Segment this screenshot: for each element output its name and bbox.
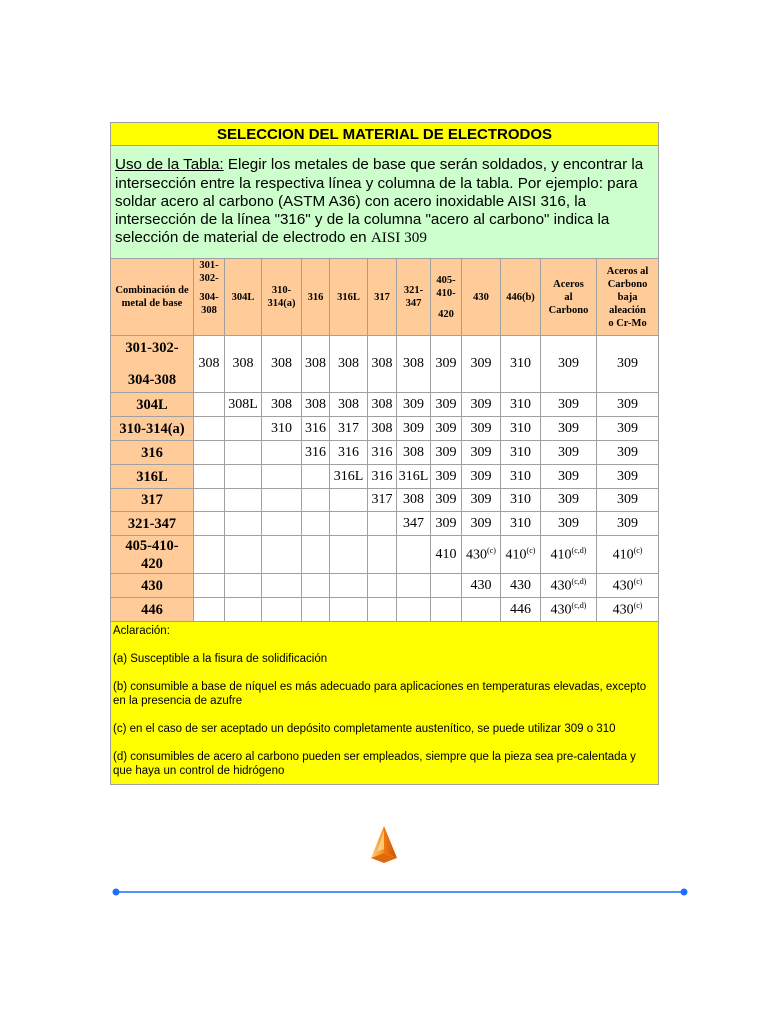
table-cell <box>541 574 597 598</box>
column-header-line: aleación <box>609 304 646 316</box>
column-header-line: 301- <box>199 260 219 271</box>
column-header-line: 317 <box>374 291 390 303</box>
table-cell <box>225 417 262 441</box>
table-cell: 317 <box>368 489 397 512</box>
cell-value: 410 <box>505 547 527 563</box>
table-cell <box>194 574 225 598</box>
table-cell: 309 <box>397 417 431 441</box>
cell-footnote-ref: (c,d) <box>571 545 587 555</box>
table-cell: 308 <box>368 417 397 441</box>
table-cell: 316 <box>302 441 330 465</box>
row-header <box>111 536 194 574</box>
cell-value: 430 <box>612 578 634 594</box>
cell-footnote-ref: (c) <box>633 545 643 555</box>
table-cell: 309 <box>431 512 462 536</box>
table-cell: 308 <box>368 336 397 393</box>
row-header-line: 321-347 <box>127 515 177 532</box>
column-header-line: 410- <box>436 287 456 299</box>
cone-up-icon[interactable] <box>368 824 400 864</box>
table-cell: 308 <box>330 336 368 393</box>
table-cell: 308 <box>225 336 262 393</box>
table-cell <box>225 574 262 598</box>
table-cell: 309 <box>597 465 659 489</box>
table-cell: 309 <box>541 336 597 393</box>
table-cell: 309 <box>597 489 659 512</box>
table-cell <box>262 536 302 574</box>
table-cell: 316 <box>368 465 397 489</box>
table-cell <box>597 536 659 574</box>
table-cell <box>194 417 225 441</box>
table-cell <box>330 489 368 512</box>
table-cell: 309 <box>431 336 462 393</box>
table-cell: 309 <box>397 393 431 417</box>
cell-value: 430 <box>550 578 572 594</box>
table-cell <box>597 574 659 598</box>
table-cell: 309 <box>541 441 597 465</box>
table-cell <box>397 574 431 598</box>
table-cell <box>330 536 368 574</box>
table-cell: 310 <box>501 441 541 465</box>
table-cell: 308 <box>262 393 302 417</box>
table-cell: 309 <box>541 489 597 512</box>
table-cell: 308 <box>302 393 330 417</box>
table-cell: 446 <box>501 598 541 622</box>
column-header-line: 316 <box>307 291 324 303</box>
table-cell <box>330 512 368 536</box>
row-header <box>111 598 194 622</box>
usage-instructions <box>111 146 659 259</box>
table-cell: 310 <box>501 465 541 489</box>
table-row <box>111 441 659 465</box>
table-cell: 310 <box>501 336 541 393</box>
row-header-line: 316L <box>136 468 168 485</box>
column-header-line: 310- <box>271 285 292 296</box>
table-cell <box>194 465 225 489</box>
table-cell <box>225 465 262 489</box>
column-header-line: o Cr-Mo <box>608 317 647 329</box>
table-cell <box>302 465 330 489</box>
column-header-line: 321- <box>403 285 424 296</box>
cell-footnote-ref: (c) <box>526 545 536 555</box>
cell-value: 430 <box>550 602 572 618</box>
column-header-line: 302- <box>199 273 219 284</box>
column-header <box>431 259 462 336</box>
column-header <box>194 259 225 336</box>
row-header <box>111 393 194 417</box>
table-cell: 316L <box>397 465 431 489</box>
table-cell: 309 <box>431 417 462 441</box>
table-cell: 309 <box>462 417 501 441</box>
table-cell: 430 <box>462 574 501 598</box>
table-row <box>111 574 659 598</box>
table-cell: 308 <box>368 393 397 417</box>
table-cell <box>302 574 330 598</box>
table-cell: 308 <box>397 489 431 512</box>
table-cell <box>541 598 597 622</box>
table-cell: 317 <box>330 417 368 441</box>
table-cell <box>194 598 225 622</box>
row-header-line: 301-302- <box>125 340 179 356</box>
table-cell <box>262 489 302 512</box>
table-row <box>111 465 659 489</box>
table-cell <box>194 512 225 536</box>
table-cell: 309 <box>597 512 659 536</box>
table-cell <box>431 574 462 598</box>
row-header-line: 304-308 <box>127 372 177 388</box>
table-cell <box>225 536 262 574</box>
table-cell: 309 <box>541 465 597 489</box>
cell-footnote-ref: (c) <box>633 576 643 586</box>
footnotes-box <box>111 622 659 785</box>
table-cell: 309 <box>462 465 501 489</box>
table-cell <box>501 536 541 574</box>
row-header-line: 317 <box>141 492 163 508</box>
column-header-line: 308 <box>201 305 217 316</box>
cell-footnote-ref: (c,d) <box>571 600 587 610</box>
cell-footnote-ref: (c,d) <box>571 576 587 586</box>
cell-value: 430 <box>466 547 488 563</box>
row-header <box>111 336 194 393</box>
column-header-row <box>111 259 659 336</box>
column-header-line: al <box>564 291 573 303</box>
column-header-line: 347 <box>405 298 422 309</box>
table-row <box>111 489 659 512</box>
table-cell: 309 <box>462 393 501 417</box>
row-header-line: 420 <box>141 555 163 572</box>
table-cell: 310 <box>501 417 541 441</box>
column-header <box>225 259 262 336</box>
table-cell: 316 <box>368 441 397 465</box>
column-header <box>302 259 330 336</box>
table-cell <box>225 441 262 465</box>
table-cell <box>302 512 330 536</box>
table-cell: 309 <box>597 393 659 417</box>
table-cell: 309 <box>541 417 597 441</box>
column-header-line: baja <box>617 291 638 303</box>
electrode-selection-table <box>110 122 659 785</box>
column-header-line: 420 <box>438 308 454 320</box>
table-cell <box>302 536 330 574</box>
table-cell: 309 <box>541 393 597 417</box>
column-header <box>330 259 368 336</box>
column-header-line: 316L <box>337 291 360 303</box>
table-cell: 308 <box>397 336 431 393</box>
table-row <box>111 336 659 393</box>
footnotes-heading: Aclaración: <box>113 625 170 637</box>
table-cell: 316L <box>330 465 368 489</box>
table-cell <box>368 512 397 536</box>
table-cell <box>462 536 501 574</box>
footnote-item: (c) en el caso de ser aceptado un depósito completamente austenítico, se puede utilizar 309 o 310 <box>113 723 616 735</box>
footnote-item: (b) consumible a base de níquel es más adecuado para aplicaciones en temperaturas elevadas, excepto en la presencia de azufre <box>113 681 647 707</box>
table-cell <box>194 489 225 512</box>
cell-footnote-ref: (c) <box>633 600 643 610</box>
column-header-line: Carbono <box>548 304 589 316</box>
table-cell: 316 <box>330 441 368 465</box>
column-header-line: 405- <box>436 274 456 286</box>
table-cell: 309 <box>597 417 659 441</box>
row-header-line: 430 <box>141 577 163 594</box>
table-cell <box>225 512 262 536</box>
row-header-line: 405-410- <box>125 537 179 554</box>
column-header-line: Aceros <box>553 278 584 290</box>
table-cell <box>302 489 330 512</box>
table-cell: 310 <box>262 417 302 441</box>
corner-header: Combinación de metal de base <box>111 259 194 336</box>
footnote-item: (a) Susceptible a la fisura de solidificación <box>113 653 328 665</box>
column-header <box>597 259 659 336</box>
table-row <box>111 598 659 622</box>
column-header <box>541 259 597 336</box>
table-cell: 309 <box>462 512 501 536</box>
cell-value: 410 <box>612 547 634 563</box>
table-cell <box>262 512 302 536</box>
column-header-line: 314(a) <box>267 298 296 309</box>
cell-value: 410 <box>550 547 572 563</box>
table-cell <box>194 441 225 465</box>
table-cell <box>397 536 431 574</box>
table-cell <box>431 598 462 622</box>
table-cell: 309 <box>431 441 462 465</box>
table-cell: 309 <box>541 512 597 536</box>
table-cell: 430 <box>501 574 541 598</box>
table-cell: 308 <box>262 336 302 393</box>
table-cell <box>368 598 397 622</box>
column-header-line: 304L <box>231 291 255 303</box>
row-header <box>111 489 194 512</box>
table-cell: 310 <box>501 512 541 536</box>
table-cell <box>194 393 225 417</box>
table-cell: 309 <box>597 441 659 465</box>
column-header-line: 430 <box>473 291 489 303</box>
table-cell: 316 <box>302 417 330 441</box>
table-cell <box>597 598 659 622</box>
row-header-line: 446 <box>141 601 163 618</box>
row-header-line: 304L <box>136 396 168 413</box>
table-cell <box>262 598 302 622</box>
column-header <box>462 259 501 336</box>
cell-value: 430 <box>612 602 634 618</box>
table-cell: 308 <box>397 441 431 465</box>
table-cell: 310 <box>501 489 541 512</box>
table-cell: 309 <box>431 393 462 417</box>
table-cell: 309 <box>431 489 462 512</box>
table-cell <box>262 465 302 489</box>
table-cell <box>368 536 397 574</box>
table-cell <box>368 574 397 598</box>
table-row <box>111 536 659 574</box>
column-header-line: 304- <box>199 292 219 303</box>
column-header-line: Carbono <box>607 278 648 290</box>
usage-example-result: AISI 309 <box>370 229 427 247</box>
table-row <box>111 393 659 417</box>
table-cell: 309 <box>462 336 501 393</box>
table-cell <box>262 574 302 598</box>
column-header <box>397 259 431 336</box>
table-cell <box>225 598 262 622</box>
column-header-line: 446(b) <box>506 291 535 303</box>
table-cell <box>330 574 368 598</box>
row-header <box>111 465 194 489</box>
table-cell: 347 <box>397 512 431 536</box>
footnote-item: (d) consumibles de acero al carbono pueden ser empleados, siempre que la pieza sea pre-calentada y que haya un control de hidrógeno <box>113 751 636 777</box>
table-cell: 309 <box>431 465 462 489</box>
table-cell <box>330 598 368 622</box>
table-cell: 308L <box>225 393 262 417</box>
column-header <box>262 259 302 336</box>
table-cell: 309 <box>597 336 659 393</box>
row-header <box>111 512 194 536</box>
notes-row <box>111 622 659 785</box>
usage-label: Uso de la Tabla: <box>115 156 224 174</box>
column-header <box>368 259 397 336</box>
table-title: SELECCION DEL MATERIAL DE ELECTRODOS <box>111 123 659 146</box>
table-cell <box>225 489 262 512</box>
column-header <box>501 259 541 336</box>
row-header <box>111 574 194 598</box>
table-row <box>111 512 659 536</box>
row-header <box>111 417 194 441</box>
table-cell: 308 <box>302 336 330 393</box>
table-cell <box>397 598 431 622</box>
row-header <box>111 441 194 465</box>
table-cell: 309 <box>462 441 501 465</box>
table-cell <box>302 598 330 622</box>
table-cell <box>194 536 225 574</box>
row-header-line: 316 <box>141 444 163 461</box>
table-cell <box>262 441 302 465</box>
table-cell <box>462 598 501 622</box>
table-cell: 410 <box>431 536 462 574</box>
table-cell: 310 <box>501 393 541 417</box>
section-divider <box>112 887 688 897</box>
table-cell: 309 <box>462 489 501 512</box>
table-cell: 308 <box>194 336 225 393</box>
column-header-line: Aceros al <box>606 265 649 277</box>
table-cell <box>541 536 597 574</box>
cell-footnote-ref: (c) <box>487 545 496 555</box>
table-cell: 308 <box>330 393 368 417</box>
usage-text: Elegir los metales de base que serán soldados, y encontrar la intersección entre la respectiva línea y columna de la tabla. Por ejemplo: para soldar acero al carbono (ASTM A36) con acero inoxidable AISI 316, la intersección de la línea "316" y de la columna "acero al carbono" indica la selección de material de electrodo en <box>115 156 644 247</box>
table-row <box>111 417 659 441</box>
row-header-line: 310-314(a) <box>119 420 185 437</box>
